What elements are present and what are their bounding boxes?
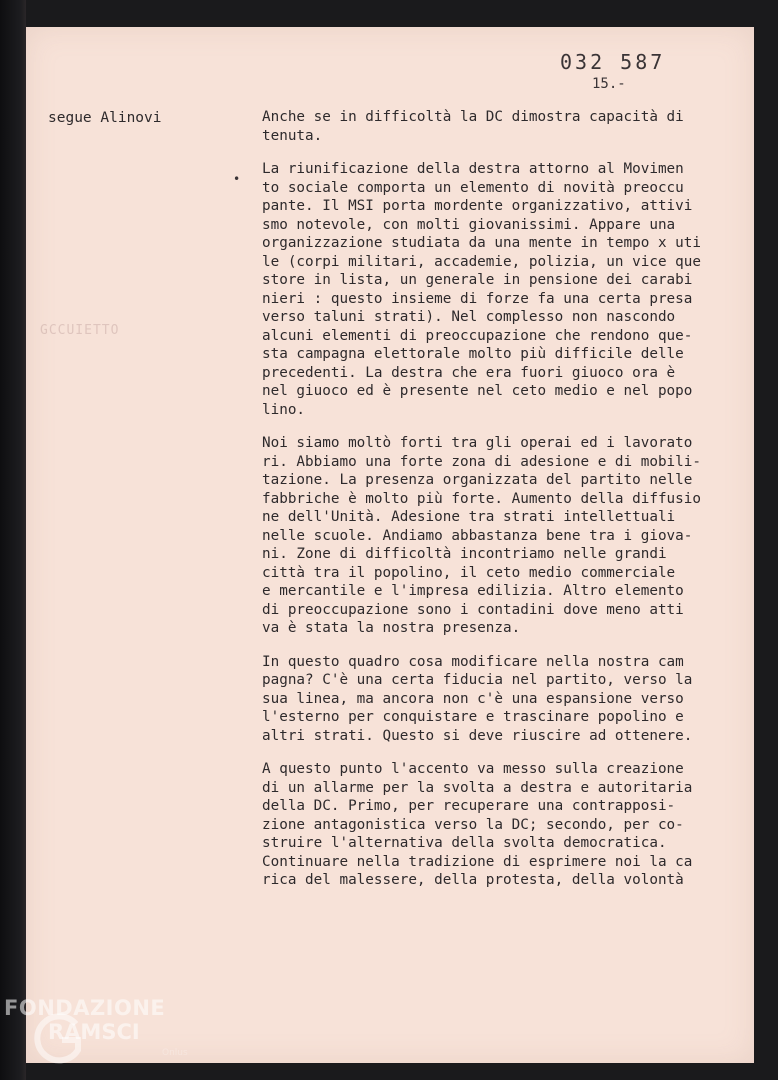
- watermark-subtitle: Onlus: [162, 1048, 188, 1058]
- speaker-label: segue Alinovi: [48, 110, 162, 126]
- watermark-line-1: FONDAZIONE: [4, 996, 166, 1020]
- margin-mark: •: [233, 172, 241, 186]
- text-line: Noi siamo moltò forti tra gli operai ed i lavorato: [262, 435, 693, 451]
- text-line: precedenti. La destra che era fuori giuoco ora è: [262, 364, 676, 381]
- text-line: e mercantile e l'impresa edilizia. Altro elemento: [262, 583, 684, 599]
- text-line: to sociale comporta un elemento di novità preoccu: [262, 179, 684, 196]
- watermark-line-2: RAMSCI: [48, 1020, 140, 1044]
- paragraph-3: [262, 434, 748, 638]
- text-line: A questo punto l'accento va messo sulla creazione: [262, 761, 684, 777]
- text-line: store in lista, un generale in pensione dei carabi: [262, 272, 693, 288]
- text-line: l'esterno per conquistare e trascinare popolino e: [262, 709, 684, 725]
- page-number: 15.-: [592, 76, 626, 92]
- text-line: tazione. La presenza organizzata del partito nelle: [262, 472, 693, 488]
- text-line: città tra il popolino, il ceto medio commerciale: [262, 564, 676, 581]
- text-line: Continuare nella tradizione di esprimere noi la ca: [262, 853, 693, 870]
- text-line: ri. Abbiamo una forte zona di adesione e di mobili-: [262, 453, 701, 470]
- paragraph-4: [262, 653, 748, 746]
- text-line: nieri : questo insieme di forze fa una certa presa: [262, 290, 693, 307]
- paragraph-1: [262, 108, 748, 145]
- text-line: lino.: [262, 401, 306, 418]
- text-line: ni. Zone di difficoltà incontriamo nelle grandi: [262, 546, 667, 562]
- text-line: La riunificazione della destra attorno al Movimen: [262, 161, 684, 177]
- text-line: della DC. Primo, per recuperare una contrapposi-: [262, 798, 676, 814]
- document-body: [262, 108, 748, 905]
- text-line: pante. Il MSI porta mordente organizzativo, attivi: [262, 198, 693, 214]
- text-line: di preoccupazione sono i contadini dove meno atti: [262, 601, 684, 618]
- text-line: altri strati. Questo si deve riuscire ad ottenere.: [262, 727, 693, 744]
- scanner-edge: [0, 0, 26, 1080]
- text-line: zione antagonistica verso la DC; secondo, per co-: [262, 816, 684, 833]
- text-line: In questo quadro cosa modificare nella nostra cam: [262, 653, 684, 670]
- text-line: Anche se in difficoltà la DC dimostra capacità di: [262, 109, 684, 125]
- document-number: 032 587: [560, 50, 666, 74]
- text-line: pagna? C'è una certa fiducia nel partito, verso la: [262, 672, 693, 688]
- text-line: rica del malessere, della protesta, della volontà: [262, 872, 684, 888]
- fondazione-gramsci-watermark: [4, 996, 204, 1072]
- text-line: verso taluni strati). Nel complesso non nascondo: [262, 309, 676, 325]
- text-line: di un allarme per la svolta a destra e autoritaria: [262, 779, 693, 796]
- text-line: sta campagna elettorale molto più difficile delle: [262, 346, 684, 362]
- text-line: le (corpi militari, accademie, polizia, un vice que: [262, 253, 701, 270]
- text-line: ne dell'Unità. Adesione tra strati intellettuali: [262, 509, 676, 525]
- text-line: nelle scuole. Andiamo abbastanza bene tra i giova-: [262, 527, 693, 544]
- text-line: alcuni elementi di preoccupazione che rendono que-: [262, 327, 693, 344]
- text-line: organizzazione studiata da una mente in tempo x uti: [262, 235, 701, 251]
- text-line: fabbriche è molto più forte. Aumento della diffusio: [262, 490, 701, 507]
- text-line: tenuta.: [262, 127, 323, 144]
- text-line: smo notevole, con molti giovanissimi. Appare una: [262, 216, 676, 233]
- text-line: nel giuoco ed è presente nel ceto medio e nel popo: [262, 383, 693, 399]
- paragraph-2: [262, 160, 748, 419]
- paragraph-5: [262, 760, 748, 890]
- text-line: struire l'alternativa della svolta democratica.: [262, 835, 667, 851]
- bleed-through-text: GCCUIETTO: [40, 323, 120, 338]
- text-line: va è stata la nostra presenza.: [262, 620, 521, 636]
- text-line: sua linea, ma ancora non c'è una espansione verso: [262, 690, 684, 707]
